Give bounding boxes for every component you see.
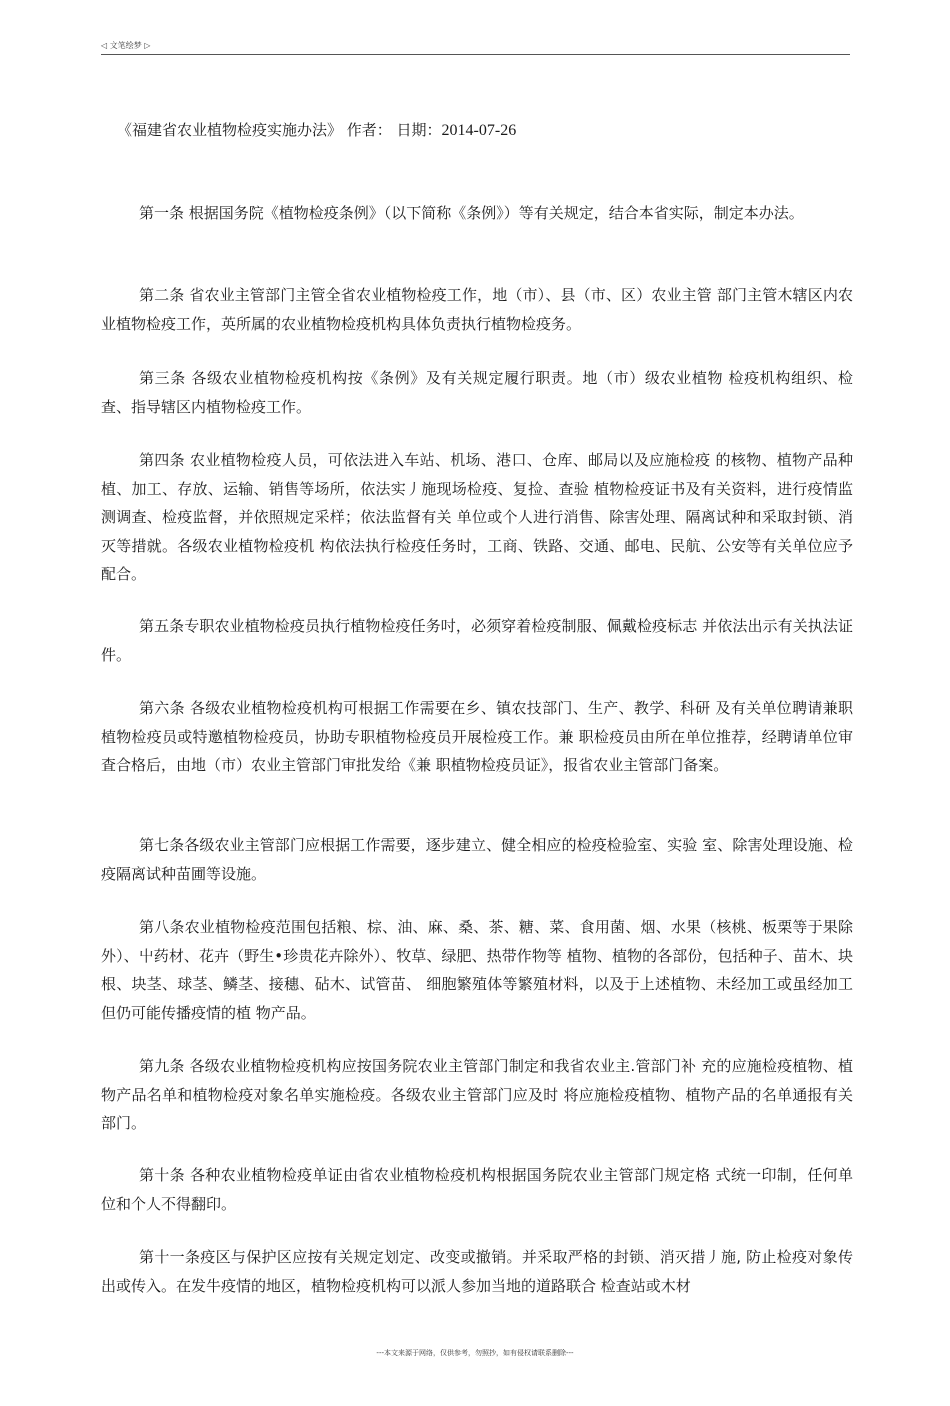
article-8: 第八条农业植物检疫范围包括粮、棕、油、麻、桑、茶、糖、菜、食用菌、烟、水果（核桃、板栗等于果除外）、屮药材、花卉（野生•珍贵花卉除外）、牧草、绿肥、热带作物等 植物、植物的各部份，包括种子、苗木、块根、块茎、球茎、鳞茎、接穗、砧木、试管苗、 细胞繁殖体等繁殖材料，以及于上述植物、未经加工或虽经加工但仍可能传播疫情的植 物产品。 [101, 918, 853, 1022]
article-2: 第二条 省农业主管部门主管全省农业植物检疫工作，地（市）、县（市、区）农业主管 部门主管木辖区内农业植物检疫工作，英所属的农业植物检疫机构具体负责执行植物检疫务。 [101, 286, 853, 333]
article-6: 第六条 各级农业植物检疫机构可根据工作需要在乡、镇农技部门、生产、教学、科研 及有关单位聘请兼职植物检疫员或特邀植物检疫员，协助专职植物检疫员开展检疫工作。兼 职检疫员由所在单位推荐，经聘请单位审査合格后，由地（市）农业主管部门审批发给《兼 职植物检疫员证》，报省农业主管部门备案。 [101, 699, 853, 774]
article-3: 第三条 各级农业植物检疫机构按《条例》及有关规定履行职责。地（市）级农业植物 检疫机构组织、检查、指导辖区内植物检疫工作。 [101, 369, 853, 416]
article-7: 第七条各级农业主管部门应根据工作需要，逐步建立、健全相应的检疫检验室、实验 室、除害处理设施、检疫隔离试种苗圃等设施。 [101, 836, 853, 883]
article-9: 第九条 各级农业植物检疫机构应按国务院农业主管部门制定和我省农业主.管部门补 充的应施检疫植物、植物产品名单和植物检疫对象名单实施检疫。各级农业主管部门应及时 将应施检疫植物、植物产品的名单通报有关部门。 [101, 1057, 853, 1132]
page-footer: ---本文来源于网络，仅供参考，勿照抄，如有侵权请联系删除--- [376, 1349, 574, 1357]
document-title-text: 《福建省农业植物检疫实施办法》 作者： 日期： [117, 121, 442, 139]
article-10: 第十条 各种农业植物检疫单证由省农业植物检疫机构根据国务院农业主管部门规定格 式统一印制，任何单位和个人不得翻印。 [101, 1166, 853, 1213]
article-11: 第十一条疫区与保护区应按有关规定划定、改变或撤销。并采取严格的封锁、消灭措丿施, 防止检疫对象传出或传入。在发牛疫情的地区，植物检疫机构可以派人参加当地的道路联合 检查站或木材 [101, 1248, 853, 1295]
article-4: 第四条 农业植物检疫人员，可依法进入车站、机场、港口、仓库、邮局以及应施检疫 的核物、植物产品种植、加工、存放、运输、销售等场所，依法实丿施现场检疫、复捡、查验 植物检疫证书及有关资料，进行疫情监测调查、检疫监督，并依照规定采样；依法监督有关 单位或个人进行消售、除害处理、隔离试种和采取封锁、消灭等措就。各级农业植物检疫机 构依法执行检疫任务时，工商、铁路、交通、邮电、民航、公安等有关单位应予配合。 [101, 451, 853, 583]
document-date: 2014-07-26 [441, 122, 517, 139]
document-title [117, 120, 516, 141]
page-header [101, 40, 850, 55]
article-5: 第五条专职农业植物检疫员执行植物检疫任务吋，必须穿着检疫制服、佩戴检疫标志 并依法出示有关执法证件。 [101, 617, 853, 664]
article-1: 第一条 根据国务院《植物检疫条例》（以下简称《条例》）等有关规定，结合本省实际，制定本办法。 [139, 204, 804, 222]
header-mark: ◁ 文笔绘梦 ▷ [101, 41, 151, 50]
